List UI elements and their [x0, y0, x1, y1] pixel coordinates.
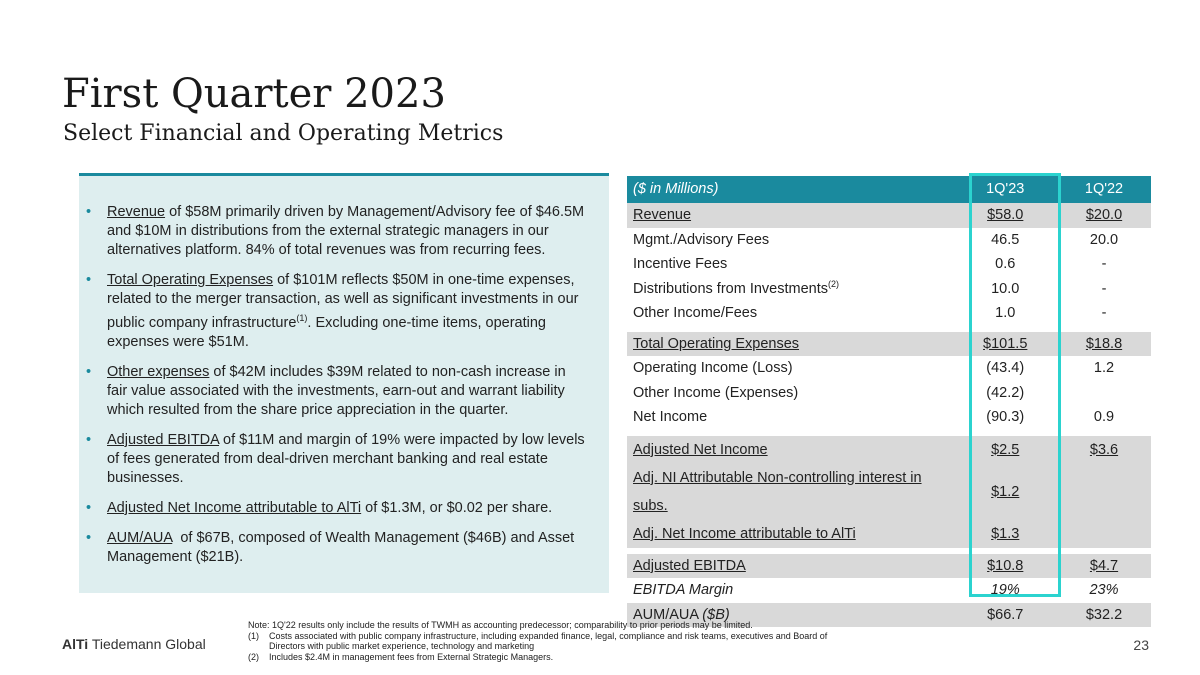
bullet-adjusted-net-income: [86, 499, 589, 518]
table-row: [627, 252, 1151, 277]
financial-metrics-table: [627, 176, 1151, 627]
row-value-1q23: $101.5: [953, 332, 1057, 357]
page-subtitle: Select Financial and Operating Metrics: [63, 121, 504, 146]
row-label: Other Income (Expenses): [633, 384, 799, 401]
footnotes: [248, 620, 828, 662]
table-row: [627, 436, 1151, 464]
bullet-text: of $11M and margin of 19% were impacted by low levels of fees generated from deal-driven merchant banking and real estate businesses.: [107, 431, 585, 486]
bullet-text: of $42M includes $39M related to non-cash increase in fair value associated with the investments, earn-out and warrant liability which resulted from the share price appreciation in the quarter.: [107, 363, 566, 418]
row-value-1q22: 0.9: [1093, 409, 1115, 425]
row-label: [627, 277, 953, 302]
row-value-1q22: $4.7: [1057, 554, 1151, 579]
bullet-text: of $101M reflects $50M in one-time expenses, related to the merger transaction, as well as significant investments in our public company infrastructure: [107, 272, 579, 331]
bullet-dot-icon: •: [86, 204, 92, 220]
row-value-1q23: 0.6: [995, 256, 1016, 272]
row-value-1q22: $18.8: [1057, 332, 1151, 357]
bullet-adjusted-ebitda: [86, 431, 589, 488]
row-value-1q23: $1.3: [953, 520, 1057, 548]
bullet-dot-icon: •: [86, 272, 92, 288]
table-row: [627, 464, 1151, 520]
row-label: Adjusted EBITDA: [627, 554, 953, 579]
table-row: [627, 203, 1151, 228]
row-value-1q23: 46.5: [991, 231, 1020, 248]
table-row: [627, 277, 1151, 302]
bullet-text-cont: . Excluding one-time items, operating expenses were $51M.: [107, 314, 546, 350]
table-row: [627, 332, 1151, 357]
table-row: [627, 405, 1151, 430]
bullet-lead: Other expenses: [107, 363, 210, 380]
row-label-text: AUM/AUA: [633, 606, 703, 623]
row-value-1q22: $20.0: [1057, 203, 1151, 228]
header-label: ($ in Millions): [627, 176, 953, 203]
row-value-1q23: (90.3): [986, 409, 1025, 425]
bullet-operating-expenses: [86, 271, 589, 352]
row-label: Total Operating Expenses: [627, 332, 953, 357]
row-value-1q22: -: [1101, 280, 1107, 297]
row-label: Mgmt./Advisory Fees: [633, 231, 770, 248]
bullet-aum-aua: [86, 529, 589, 567]
table-header-row: [627, 176, 1151, 203]
page-title: First Quarter 2023: [62, 71, 446, 117]
row-value-1q22: $32.2: [1057, 603, 1151, 628]
row-value-1q23: 10.0: [991, 280, 1020, 297]
bullet-revenue: [86, 203, 589, 260]
row-label: Other Income/Fees: [633, 305, 758, 321]
footnote-ref: (1): [296, 313, 308, 323]
row-value-1q22: 23%: [1089, 582, 1119, 598]
row-value-1q23: $2.5: [953, 436, 1057, 464]
row-value-1q22: [1057, 464, 1151, 520]
row-value-1q22: 1.2: [1093, 360, 1115, 376]
bullet-dot-icon: •: [86, 431, 92, 448]
row-label-text: Distributions from Investments: [633, 280, 829, 297]
bullet-dot-icon: •: [86, 363, 92, 380]
page-number: 23: [1133, 637, 1149, 653]
row-value-1q23: $1.2: [953, 464, 1057, 520]
bullet-dot-icon: •: [86, 529, 92, 546]
bullet-other-expenses: [86, 363, 589, 420]
footnote-2: [248, 652, 828, 663]
footnote-text: Costs associated with public company infrastructure, including expanded finance, legal, compliance and risk teams, executives and Board of Directors with public market experience, technology and marketing: [269, 630, 828, 651]
header-1q23: 1Q'23: [953, 176, 1057, 203]
row-label: Adjusted Net Income: [627, 436, 953, 464]
row-value-1q22: -: [1101, 305, 1107, 321]
note-text: Note: 1Q'22 results only include the results of TWMH as accounting predecessor; comparability to prior periods may be limited.: [248, 620, 753, 630]
table-row: [627, 301, 1151, 326]
row-label: Adj. Net Income attributable to AlTi: [627, 520, 953, 548]
row-value-1q23: $66.7: [953, 603, 1057, 628]
row-value-1q23: 1.0: [995, 305, 1016, 321]
table-row: [627, 356, 1151, 381]
highlights-list: [79, 176, 609, 567]
row-value-1q22: [1057, 520, 1151, 548]
row-label: Revenue: [627, 203, 953, 228]
bullet-lead: Adjusted Net Income attributable to AlTi: [107, 499, 362, 516]
logo-brand: AlTi: [62, 636, 89, 652]
row-value-1q23: $58.0: [953, 203, 1057, 228]
table-row: [627, 578, 1151, 603]
row-label: Operating Income (Loss): [633, 360, 793, 376]
row-value-1q23: (42.2): [986, 384, 1025, 401]
table-row: [627, 554, 1151, 579]
bullet-text: of $58M primarily driven by Management/Advisory fee of $46.5M and $10M in distributions from the external strategic managers in our alternatives platform. 84% of total revenues was from recurring fees.: [107, 204, 585, 258]
row-label-unit: ($B): [702, 606, 730, 623]
footnote-1: [248, 631, 828, 652]
row-label: Adj. NI Attributable Non-controlling interest in subs.: [627, 464, 953, 520]
table-row: [627, 520, 1151, 548]
company-logo: [62, 636, 206, 652]
footnote-ref: (2): [828, 278, 840, 289]
bullet-lead: AUM/AUA: [107, 529, 173, 546]
highlights-panel: [79, 173, 609, 593]
bullet-lead: Adjusted EBITDA: [107, 431, 220, 448]
bullet-text: of $1.3M, or $0.02 per share.: [361, 499, 553, 516]
header-1q22: 1Q'22: [1057, 176, 1151, 203]
bullet-text: of $67B, composed of Wealth Management ($46B) and Asset Management ($21B).: [107, 529, 579, 565]
row-value-1q22: $3.6: [1057, 436, 1151, 464]
bullet-lead: Revenue: [107, 204, 166, 220]
row-label: Incentive Fees: [633, 256, 728, 272]
bullet-dot-icon: •: [86, 499, 92, 516]
logo-name: Tiedemann Global: [88, 636, 206, 652]
row-label: Net Income: [633, 409, 708, 425]
table-row: [627, 228, 1151, 253]
bullet-lead: Total Operating Expenses: [107, 272, 274, 288]
row-label: EBITDA Margin: [633, 582, 734, 598]
row-value-1q22: -: [1101, 256, 1107, 272]
footnote-number: (2): [248, 651, 259, 662]
row-value-1q22: 20.0: [1089, 231, 1119, 248]
footnote-text: Includes $2.4M in management fees from External Strategic Managers.: [269, 651, 554, 662]
row-value-1q22: [1057, 381, 1151, 406]
row-value-1q23: 19%: [990, 582, 1020, 598]
row-value-1q23: (43.4): [986, 360, 1025, 376]
footnote-number: (1): [248, 630, 259, 641]
table-row: [627, 381, 1151, 406]
row-value-1q23: $10.8: [953, 554, 1057, 579]
